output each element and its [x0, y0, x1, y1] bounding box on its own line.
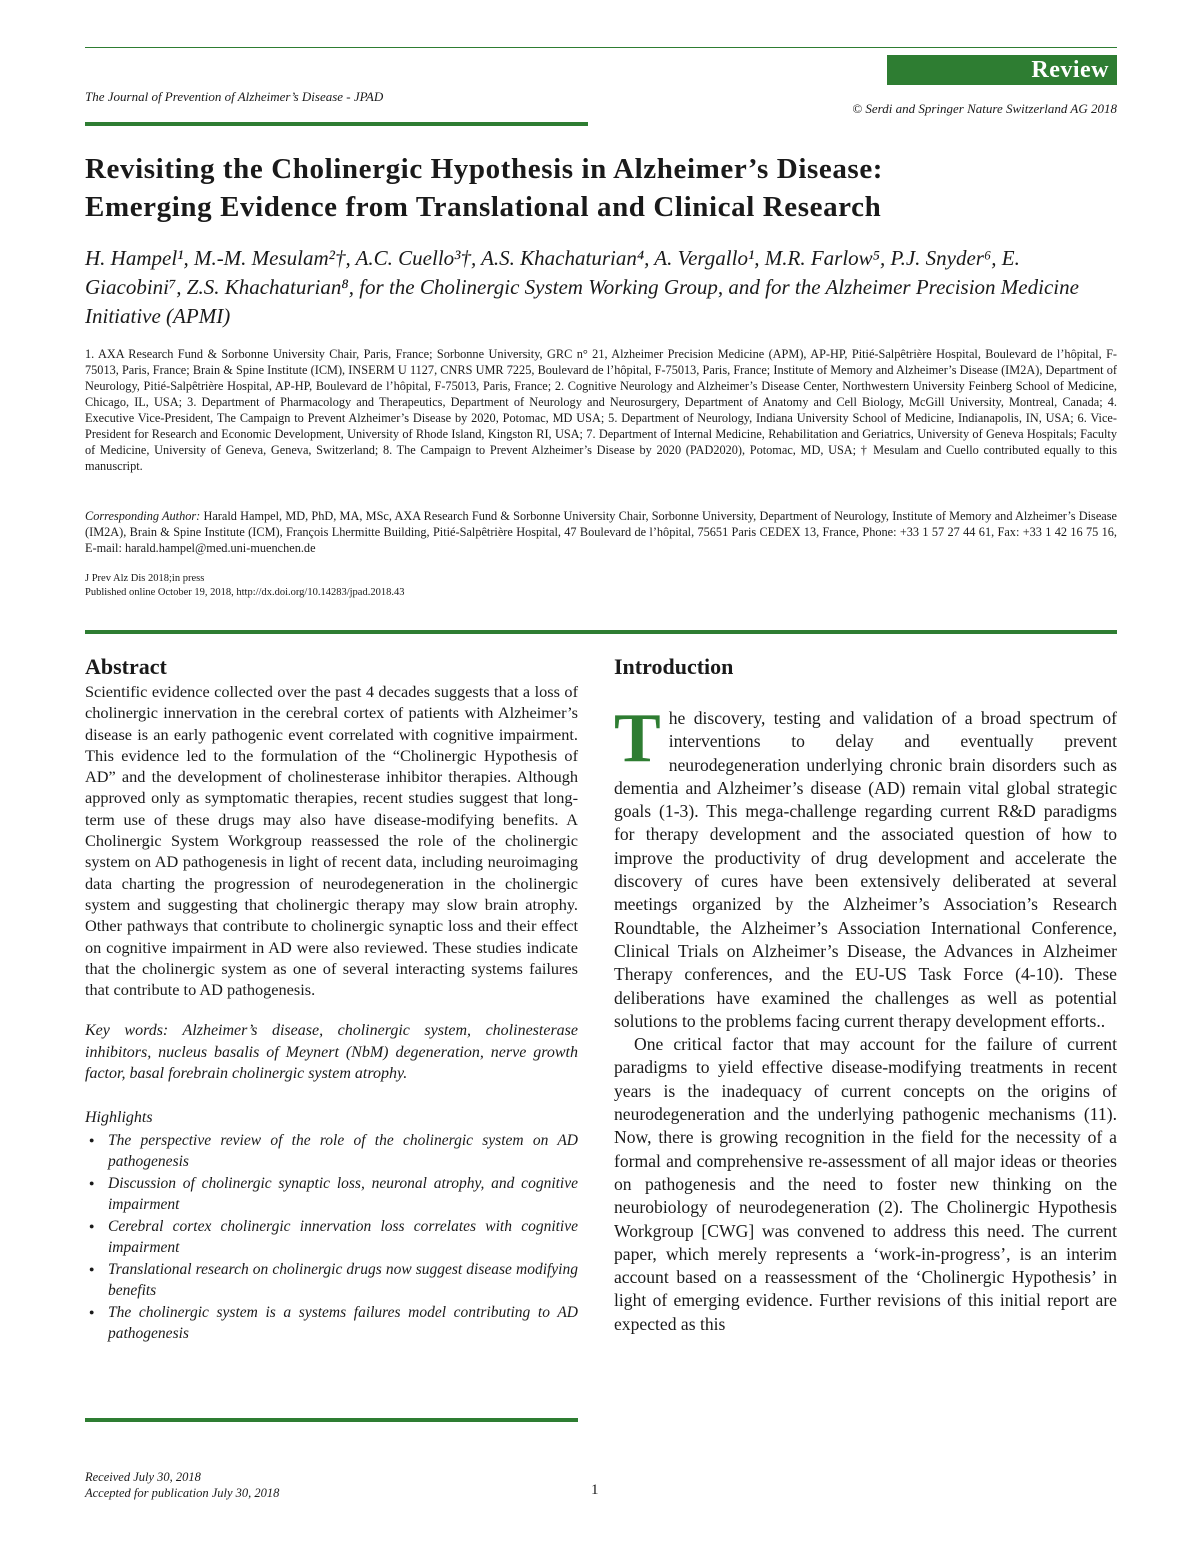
drop-cap: T [614, 700, 661, 777]
left-column [85, 653, 578, 1345]
doi-line: Published online October 19, 2018, http://dx.doi.org/10.14283/jpad.2018.43 [85, 587, 405, 598]
left-column-divider [85, 1418, 578, 1422]
keywords: Key words: Alzheimer’s disease, cholinergic system, cholinesterase inhibitors, nucleus basalis of Meynert (NbM) degeneration, nerve growth factor, basal forebrain cholinergic system atrophy. [85, 1022, 578, 1083]
submission-dates [85, 1469, 279, 1501]
highlights-heading: Highlights [85, 1108, 153, 1126]
corresponding-author-label: Corresponding Author: [85, 509, 201, 523]
copyright-notice: © Serdi and Springer Nature Switzerland AG 2018 [852, 101, 1117, 116]
page-number: 1 [591, 1482, 599, 1498]
right-column [614, 653, 1117, 1336]
corresponding-author-details: Harald Hampel, MD, PhD, MA, MSc, AXA Research Fund & Sorbonne University Chair, Sorbonne University, Department of Neurology, Institute of Memory and Alzheimer’s Disease (IM2A), Brain & Spine Institute (ICM), François Lhermitte Building, Pitié-Salpêtrière Hospital, 47 Boulevard de l’hôpital, 75651 Paris CEDEX 13, France, Phone: +33 1 57 27 44 61, Fax: +33 1 42 16 75 16, E-mail: harald.hampel@med.uni-muenchen.de [85, 509, 1117, 555]
publication-info [85, 572, 404, 600]
corresponding-author [85, 508, 1117, 556]
title-line-2: Emerging Evidence from Translational and Clinical Research [85, 191, 882, 223]
abstract-heading: Abstract [85, 654, 167, 679]
list-item: ● Discussion of cholinergic synaptic loss, neuronal atrophy, and cognitive impairment [85, 1173, 578, 1216]
author-list: H. Hampel¹, M.-M. Mesulam²†, A.C. Cuello³†, A.S. Khachaturian⁴, A. Vergallo¹, M.R. Farlow⁵, P.J. Snyder⁶, E. Giacobini⁷, Z.S. Khachaturian⁸, for the Cholinergic System Working Group, and for the Alzheimer Precision Medicine Initiative (APMI) [85, 246, 1079, 328]
affiliations: 1. AXA Research Fund & Sorbonne University Chair, Paris, France; Sorbonne University, GRC n° 21, Alzheimer Precision Medicine (APM), AP-HP, Pitié-Salpêtrière Hospital, Boulevard de l’hôpital, F-75013, Paris, France; Brain & Spine Institute (ICM), INSERM U 1127, CNRS UMR 7225, Boulevard de l’hôpital, F-75013, Paris, France; Institute of Memory and Alzheimer’s Disease (IM2A), Department of Neurology, Pitié-Salpêtrière Hospital, AP-HP, Boulevard de l’hôpital, F-75013, Paris, France; 2. Cognitive Neurology and Alzheimer’s Disease Center, Northwestern University Feinberg School of Medicine, Chicago, IL, USA; 3. Department of Pharmacology and Therapeutics, Department of Neurology and Neurosurgery, Department of Anatomy and Cell Biology, McGill University, Montreal, Canada; 4. Executive Vice-President, The Campaign to Prevent Alzheimer’s Disease by 2020, Potomac, MD USA; 5. Department of Neurology, Indiana University School of Medicine, Indianapolis, IN, USA; 6. Vice-President for Research and Economic Development, University of Rhode Island, Kingston RI, USA; 7. Department of Internal Medicine, Rehabilitation and Geriatrics, University of Geneva Hospitals; Faculty of Medicine, University of Geneva, Geneva, Switzerland; 8. The Campaign to Prevent Alzheimer’s Disease by 2020 (PAD2020), Potomac, MD, USA; † Mesulam and Cuello contributed equally to this manuscript. [85, 347, 1117, 473]
header-divider [85, 122, 588, 126]
introduction-paragraph-1 [614, 700, 1117, 1033]
journal-name: The Journal of Prevention of Alzheimer’s Disease - JPAD [85, 89, 384, 104]
list-item: ● Cerebral cortex cholinergic innervation loss correlates with cognitive impairment [85, 1216, 578, 1259]
received-date: Received July 30, 2018 [85, 1470, 201, 1484]
accepted-date: Accepted for publication July 30, 2018 [85, 1486, 280, 1500]
list-item: ● The cholinergic system is a systems failures model contributing to AD pathogenesis [85, 1302, 578, 1345]
list-item: ● The perspective review of the role of the cholinergic system on AD pathogenesis [85, 1130, 578, 1173]
list-item: ● Translational research on cholinergic drugs now suggest disease modifying benefits [85, 1259, 578, 1302]
section-divider [85, 630, 1117, 634]
introduction-paragraph-2: One critical factor that may account for the failure of current paradigms to yield effective disease-modifying treatments in recent years is the inadequacy of current concepts on the origins of neurodegeneration and the underlying pathogenic mechanisms (11). Now, there is growing recognition in the field for the necessity of a formal and comprehensive re-assessment of all major ideas or theories on pathogenesis and the need to foster new thinking on the neurobiology of neurodegeneration (2). The Cholinergic Hypothesis Workgroup [CWG] was convened to address this need. The current paper, which merely represents a ‘work-in-progress’, is an interim account based on a reassessment of the ‘Cholinergic Hypothesis’ in light of emerging evidence. Further revisions of this initial report are expected as this [614, 1034, 1117, 1334]
introduction-heading: Introduction [614, 654, 734, 679]
title-line-1: Revisiting the Cholinergic Hypothesis in Alzheimer’s Disease: [85, 153, 884, 185]
introduction-paragraph-1-text: he discovery, testing and validation of a broad spectrum of interventions to delay and eventually prevent neurodegeneration underlying chronic brain disorders such as dementia and Alzheimer’s disease (AD) remain vital global strategic goals (1-3). This mega-challenge regarding current R&D paradigms for therapy development and the associated question of how to improve the productivity of drug development and accelerate the discovery of cures have been extensively deliberated at several meetings organized by the Alzheimer’s Association’s Research Roundtable, the Alzheimer’s Association International Conference, Clinical Trials on Alzheimer’s Disease, the Advances in Alzheimer Therapy conferences, and the EU-US Task Force (4-10). These deliberations have examined the challenges as well as potential solutions to the problems facing current therapy development efforts.. [614, 708, 1117, 1031]
abstract-text: Scientific evidence collected over the past 4 decades suggests that a loss of cholinergic innervation in the cerebral cortex of patients with Alzheimer’s disease is an early pathogenic event correlated with cognitive impairment. This evidence led to the formulation of the “Cholinergic Hypothesis of AD” and the development of cholinesterase inhibitor therapies. Although approved only as symptomatic therapies, recent studies suggest that long-term use of these drugs may also have disease-modifying benefits. A Cholinergic System Workgroup reassessed the role of the cholinergic system on AD pathogenesis in light of recent data, including neuroimaging data charting the progression of neurodegeneration in the cholinergic system and suggesting that cholinergic therapy may slow brain atrophy. Other pathways that contribute to cholinergic synaptic loss and their effect on cognitive impairment in AD were also reviewed. These studies indicate that the cholinergic system as one of several interacting systems failures that contribute to AD pathogenesis. [85, 682, 578, 1000]
article-title [85, 150, 1120, 226]
top-rule [85, 47, 1117, 48]
citation-line: J Prev Alz Dis 2018;in press [85, 573, 205, 584]
highlights-list [85, 1130, 578, 1345]
article-type-badge: Review [887, 55, 1117, 85]
